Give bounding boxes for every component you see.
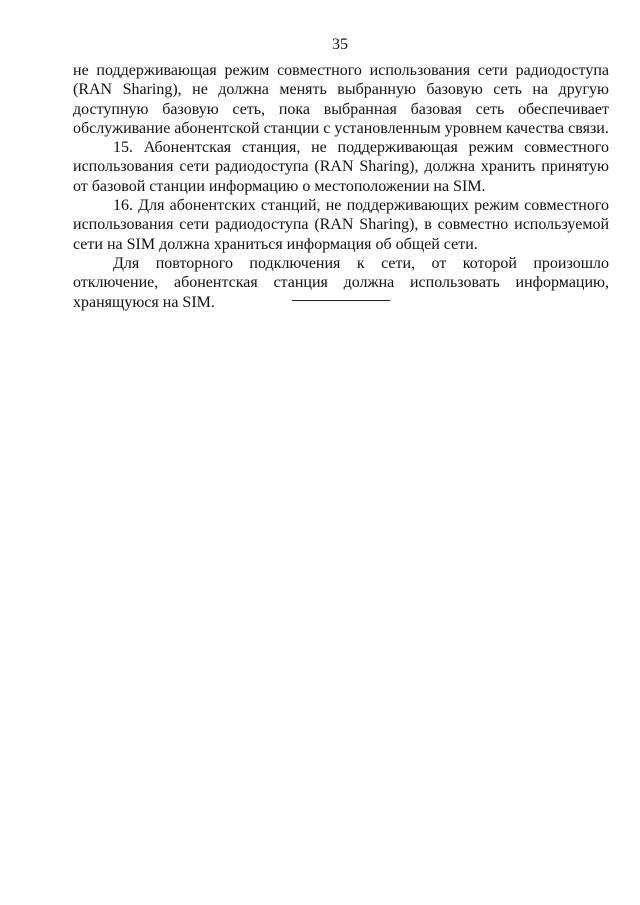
paragraph-item-16: 16. Для абонентских станций, не поддерживающих режим совместного использования сети радиодоступа (RAN Sharing), в совместно используемой сети на SIM должна храниться информация об общей сети. [73, 197, 609, 253]
paragraph-item-15: 15. Абонентская станция, не поддерживающая режим совместного использования сети радиодоступа (RAN Sharing), должна хранить принятую от базовой станции информацию о местоположении на SIM. [73, 139, 609, 195]
paragraph-continuation: не поддерживающая режим совместного использования сети радиодоступа (RAN Sharing), не должна менять выбранную базовую сеть на другую доступную базовую сеть, пока выбранная базовая сеть обеспечивает обслуживание абонентской станции с установленным уровнем качества связи. [73, 62, 609, 137]
document-body [73, 61, 609, 312]
end-divider-line [292, 300, 390, 301]
page-number: 35 [332, 36, 348, 53]
paragraph-reconnection: Для повторного подключения к сети, от которой произошло отключение, абонентская станция должна использовать информацию, хранящуюся на SIM. [73, 254, 609, 311]
